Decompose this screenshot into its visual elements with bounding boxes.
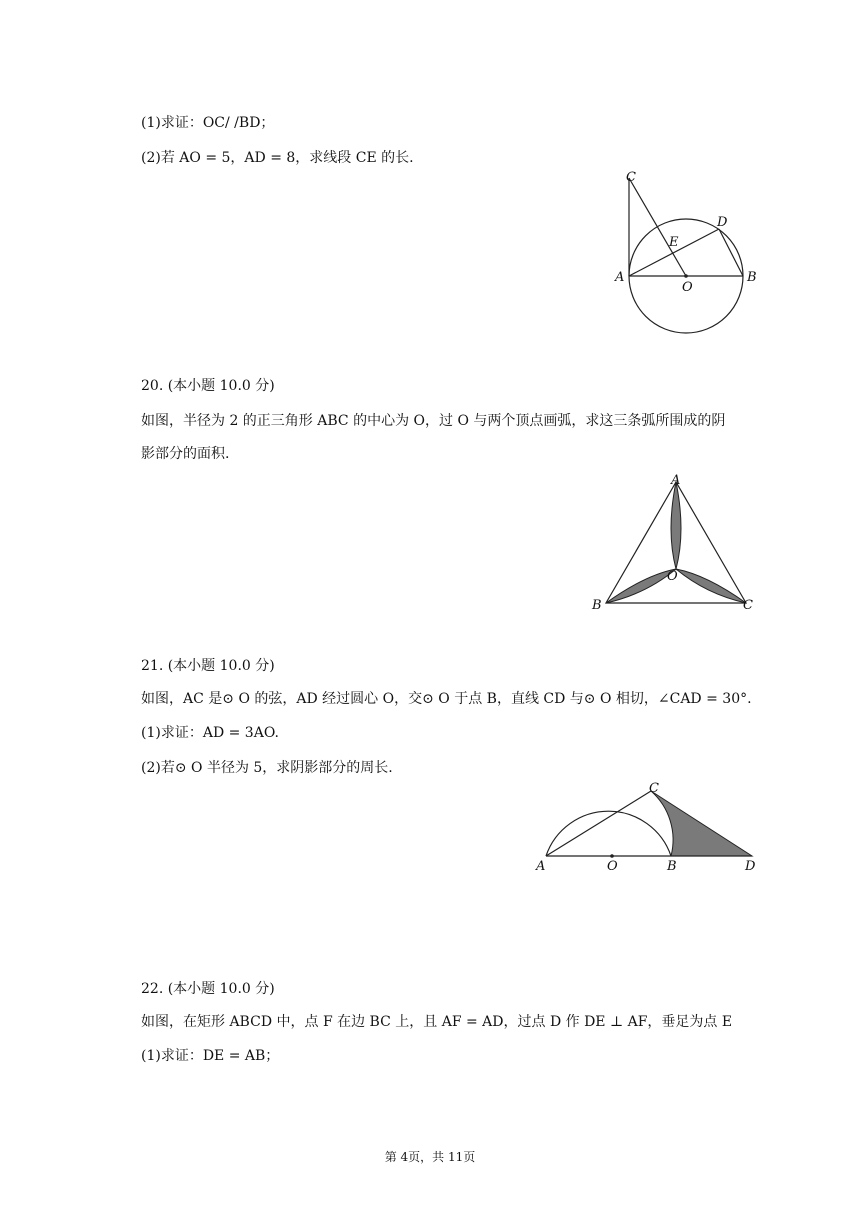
q21-shaded-region	[651, 791, 752, 856]
q19-label-b: B	[747, 270, 757, 285]
q22-part1: (1)求证：DE = AB；	[141, 1048, 280, 1064]
q21-label-d: D	[745, 859, 756, 874]
q20-text-line2: 影部分的面积.	[141, 446, 230, 462]
q20-label-a: A	[671, 473, 681, 488]
q19-figure	[610, 165, 770, 340]
q20-figure	[590, 470, 760, 615]
q19-label-o: O	[682, 280, 693, 295]
q19-center-dot	[684, 274, 688, 278]
q22-header: 22. (本小题 10.0 分)	[141, 981, 275, 997]
q21-label-a: A	[536, 859, 546, 874]
q20-petal-a	[671, 482, 681, 569]
q20-label-c: C	[743, 598, 753, 613]
q21-label-c: C	[649, 781, 659, 796]
q19-part2: (2)若 AO = 5，AD = 8，求线段 CE 的长.	[141, 150, 414, 166]
q19-label-e: E	[669, 235, 679, 250]
q21-label-o: O	[607, 859, 618, 874]
q19-line-db	[719, 229, 743, 276]
q20-label-b: B	[592, 598, 602, 613]
q20-header: 20. (本小题 10.0 分)	[141, 378, 275, 394]
q19-part1: (1)求证：OC/ /BD；	[141, 115, 275, 131]
q21-header: 21. (本小题 10.0 分)	[141, 658, 275, 674]
q21-part2: (2)若⊙ O 半径为 5，求阴影部分的周长.	[141, 760, 393, 776]
q19-label-a: A	[615, 270, 625, 285]
q21-part1: (1)求证：AD = 3AO.	[141, 725, 279, 741]
q21-center-dot	[610, 854, 614, 858]
q21-line-ac	[546, 791, 651, 856]
q22-text-line1: 如图，在矩形 ABCD 中，点 F 在边 BC 上，且 AF = AD，过点 D 作 DE ⊥ AF，垂足为点 E	[141, 1014, 733, 1030]
q20-text-line1: 如图，半径为 2 的正三角形 ABC 的中心为 O，过 O 与两个顶点画弧，求这三条弧所围成的阴	[141, 413, 726, 429]
q21-text-line1: 如图，AC 是⊙ O 的弦，AD 经过圆心 O，交⊙ O 于点 B，直线 CD 与⊙ O 相切，∠CAD = 30°.	[141, 691, 752, 707]
q20-label-o: O	[667, 569, 678, 584]
q19-label-c: C	[626, 170, 636, 185]
q19-label-d: D	[717, 215, 728, 230]
q21-label-b: B	[667, 859, 677, 874]
q21-figure	[525, 775, 765, 875]
page-footer: 第 4页，共 11页	[384, 1150, 476, 1164]
